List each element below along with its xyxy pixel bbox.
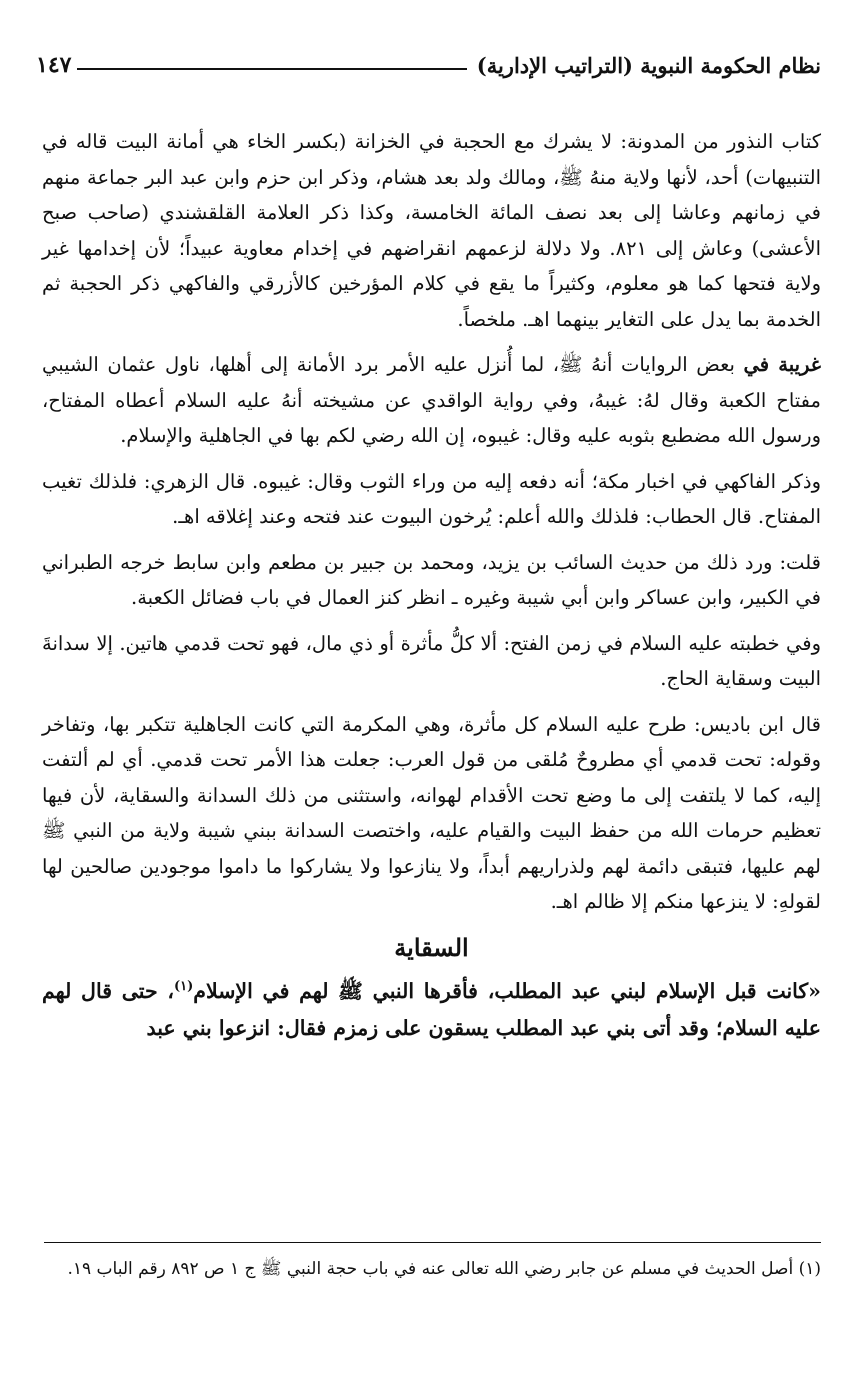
hadith-part1: «كانت قبل الإسلام لبني عبد المطلب، فأقرها النبي ﷺ لهم في الإسلام [193,978,821,1003]
paragraph-gharib [42,347,821,454]
hadith-part2: ، حتى قال لهم عليه السلام؛ وقد أتى بني عبد المطلب يسقون على زمزم فقال: انزعوا بني عبد [42,978,821,1041]
footnote-divider [44,1242,821,1243]
header-title: نظام الحكومة النبوية (التراتيب الإدارية) [476,52,821,78]
footnote-ref[interactable]: (١) [174,978,194,994]
section-title: السقاية [394,932,469,962]
paragraph: قال ابن باديس: طرح عليه السلام كل مأثرة، وهي المكرمة التي كانت الجاهلية تتكبر بها، وتفاخر وقوله: تحت قدمي أي مطروحٌ مُلقى من قول العرب: جعلت هذا الأمر تحت قدمي. أي لم ألتفت إليه، كما لا يلتفت إلى ما وضع تحت الأقدام لهوانه، واستثنى من ذلك السدانة والسقاية، لأن فيها تعظيم حرمات الله من حفظ البيت والقيام عليه، واختصت السدانة ببني شيبة ولاية من النبي ﷺ لهم عليها، فتبقى دائمة لهم ولذراريهم أبداً، ولا ينازعوا ولا يشاركوا ما داموا موجودين صالحين لها لقولهِ: لا ينزعها منكم إلا ظالم اهـ. [42,712,821,913]
hadith-paragraph [42,968,821,1048]
gharib-lead: غريبة في [743,353,821,376]
footnote: (١) أصل الحديث في مسلم عن جابر رضي الله تعالى عنه في باب حجة النبي ﷺ ج ١ ص ٨٩٢ رقم الباب ١٩. [67,1259,821,1279]
running-header [36,48,821,82]
header-rule [77,68,466,70]
gharib-text: بعض الروايات أنهُ ﷺ، لما أُنزل عليه الأمر برد الأمانة إلى أهلها، ناول عثمان الشيبي مفتاح الكعبة وقال لهُ: غيبهُ، وفي رواية الواقدي عن مشيخته أنهُ عليه السلام أعطاه المفتاح، ورسول الله مضطبع بثوبه عليه وقال: غيبوه، إن الله رضي لكم بها في الجاهلية والإسلام. [42,353,821,447]
paragraph: وذكر الفاكهي في اخبار مكة؛ أنه دفعه إليه من وراء الثوب وقال: غيبوه. قال الزهري: فلذلك تغيب المفتاح. قال الحطاب: فلذلك والله أعلم: يُرخون البيوت عند فتحه وعند إغلاقه اهـ. [42,469,821,528]
paragraph: كتاب النذور من المدونة: لا يشرك مع الحجبة في الخزانة (بكسر الخاء هي أمانة البيت قاله في التنبيهات) أحد، لأنها ولاية منهُ ﷺ، ومالك ولد بعد هشام، وذكر ابن حزم وابن عبد البر جماعة منهم في زمانهم وعاشا إلى بعد نصف المائة الخامسة، وكذا ذكر العلامة القلقشندي (صاحب صبح الأعشى) وعاش إلى ٨٢١. ولا دلالة لزعمهم انقراضهم في إخدام معاوية عبيداً؛ لأن إخدامها غير ولاية فتحها كما هو معلوم، وكثيراً ما يقع في كلام المؤرخين كالأزرقي والفاكهي ذكر الحجبة ثم الخدمة بما يدل على التغاير بينهما اهـ. ملخصاً. [42,130,821,331]
page-number: ١٤٧ [36,52,72,78]
main-text [42,124,821,1057]
paragraph: قلت: ورد ذلك من حديث السائب بن يزيد، ومحمد بن جبير بن مطعم وابن سابط خرجه الطبراني في الكبير، وابن عساكر وابن أبي شيبة وغيره ـ انظر كنز العمال في باب فضائل الكعبة. [42,550,821,609]
paragraph: وفي خطبته عليه السلام في زمن الفتح: ألا كلُّ مأثرة أو ذي مال، فهو تحت قدمي هاتين. إلا سدانةَ البيت وسقاية الحاج. [42,631,821,690]
